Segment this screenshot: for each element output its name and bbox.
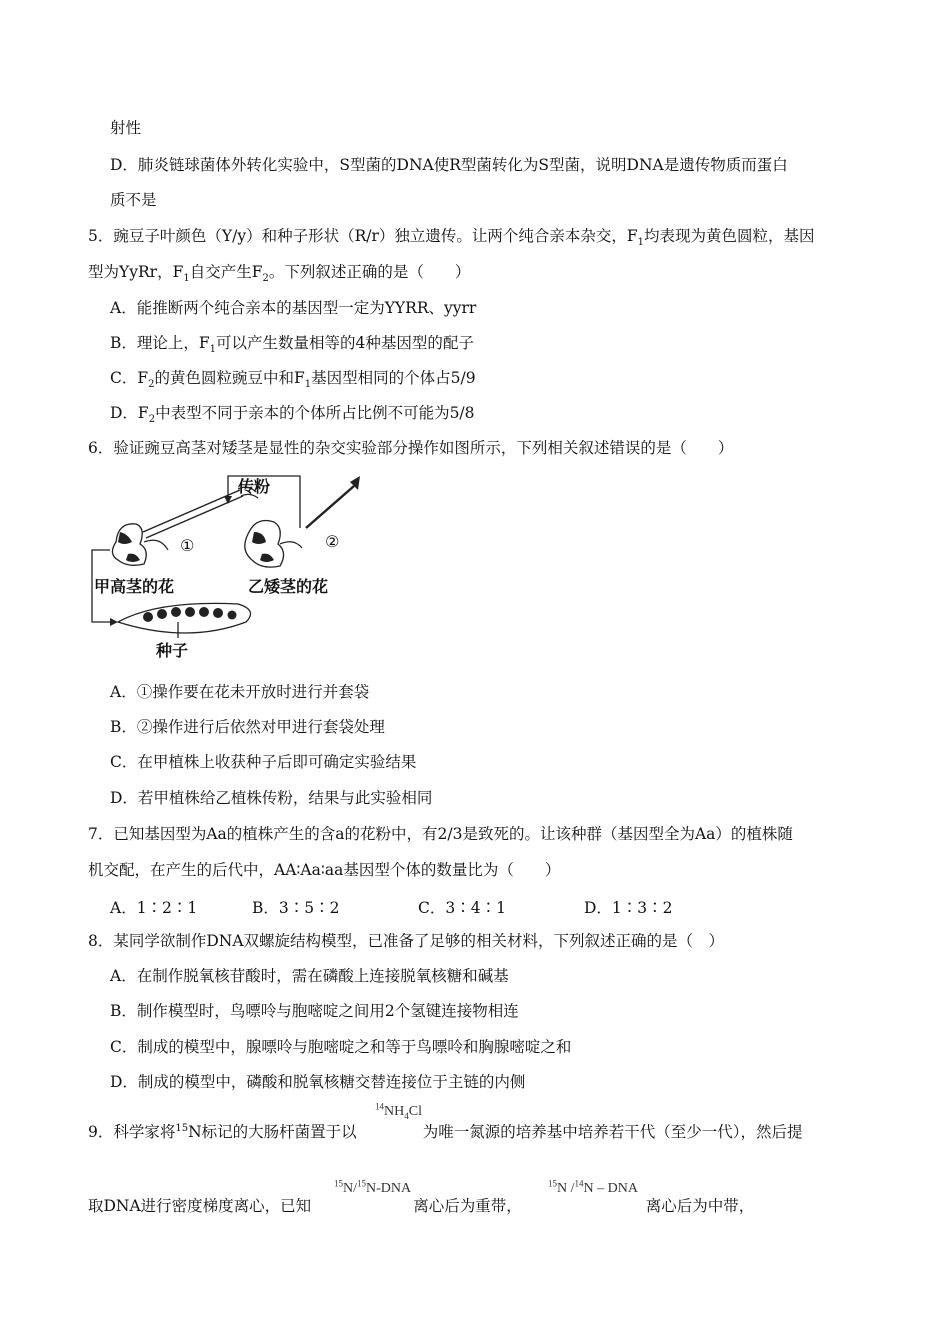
q8-option-c: C．制成的模型中，腺嘌呤与胞嘧啶之和等于鸟嘌呤和胸腺嘧啶之和 (110, 1038, 572, 1056)
q5-stem-1: 5．豌豆子叶颜色（Y/y）和种子形状（R/r）独立遗传。让两个纯合亲本杂交，$F_1$均表现为黄色圆粒，基因 (88, 227, 815, 249)
pollination-figure (88, 472, 378, 662)
q7-option-d: D．1∶3∶2 (584, 899, 673, 917)
label-plant-b: 乙矮茎的花 (248, 577, 329, 596)
hybrid-dna-formula: $^{15}$N /$^{14}$N – DNA (548, 1178, 638, 1196)
q5-option-c: C．$F_2$的黄色圆粒豌豆中和$F_1$基因型相同的个体占5/9 (110, 369, 476, 391)
label-plant-a: 甲高茎的花 (94, 577, 175, 596)
q6-option-b: B．②操作进行后依然对甲进行套袋处理 (110, 718, 385, 736)
q9-stem-2: 取DNA进行密度梯度离心，已知 离心后为重带， 离心后为中带， (88, 1197, 755, 1215)
q5-option-b: B．理论上，$F_1$可以产生数量相等的4种基因型的配子 (110, 334, 474, 356)
label-step-1: ① (180, 536, 195, 555)
q6-option-a: A．①操作要在花未开放时进行并套袋 (110, 683, 370, 701)
line-continuation: 射性 (110, 119, 142, 137)
q7-option-b: B．3∶5∶2 (252, 899, 340, 917)
q8-option-b: B．制作模型时，鸟嘌呤与胞嘧啶之间用2个氢键连接物相连 (110, 1002, 519, 1020)
q7-stem-1: 7．已知基因型为Aa的植株产生的含a的花粉中，有2/3是致死的。让该种群（基因型全为Aa）的植株随 (88, 825, 793, 843)
q9-stem-1: 9．科学家将$^{15}$N标记的大肠杆菌置于以 为唯一氮源的培养基中培养若干代（至少一代），然后提 (88, 1122, 803, 1141)
pollination-diagram (88, 472, 378, 662)
label-seed: 种子 (156, 641, 189, 660)
q6-option-d: D．若甲植株给乙植株传粉，结果与此实验相同 (110, 789, 433, 807)
q5-option-a: A．能推断两个纯合亲本的基因型一定为YYRR、yyrr (110, 299, 477, 317)
label-pollination: 传粉 (238, 477, 271, 496)
q8-option-a: A．在制作脱氧核苷酸时，需在磷酸上连接脱氧核糖和碱基 (110, 967, 509, 985)
q8-option-d: D．制成的模型中，磷酸和脱氧核糖交替连接位于主链的内侧 (110, 1073, 526, 1091)
q6-option-c: C．在甲植株上收获种子后即可确定实验结果 (110, 753, 417, 771)
line-continuation: 质不是 (110, 191, 157, 209)
label-step-2: ② (325, 532, 340, 551)
q7-stem-2: 机交配，在产生的后代中，AA∶Aa∶aa基因型个体的数量比为（ ） (88, 861, 561, 879)
heavy-dna-formula: $^{15}$N/$^{15}$N-DNA (334, 1178, 412, 1196)
q8-stem: 8．某同学欲制作DNA双螺旋结构模型，已准备了足够的相关材料，下列叙述正确的是（ ） (88, 932, 725, 950)
nh4cl-formula: $^{14}NH_4Cl$ (375, 1101, 422, 1121)
q7-option-c: C．3∶4∶1 (418, 899, 506, 917)
q5-option-d: D．$F_2$中表型不同于亲本的个体所占比例不可能为5/8 (110, 404, 475, 426)
q6-stem: 6．验证豌豆高茎对矮茎是显性的杂交实验部分操作如图所示，下列相关叙述错误的是（ ） (88, 439, 734, 457)
q7-option-a: A．1∶2∶1 (110, 899, 198, 917)
q4-option-d: D．肺炎链球菌体外转化实验中，S型菌的DNA使R型菌转化为S型菌，说明DNA是遗传物质而蛋白 (110, 156, 788, 174)
q7-options (110, 896, 730, 918)
q5-stem-2: 型为YyRr，$F_1$自交产生$F_2$。下列叙述正确的是（ ） (88, 263, 471, 285)
